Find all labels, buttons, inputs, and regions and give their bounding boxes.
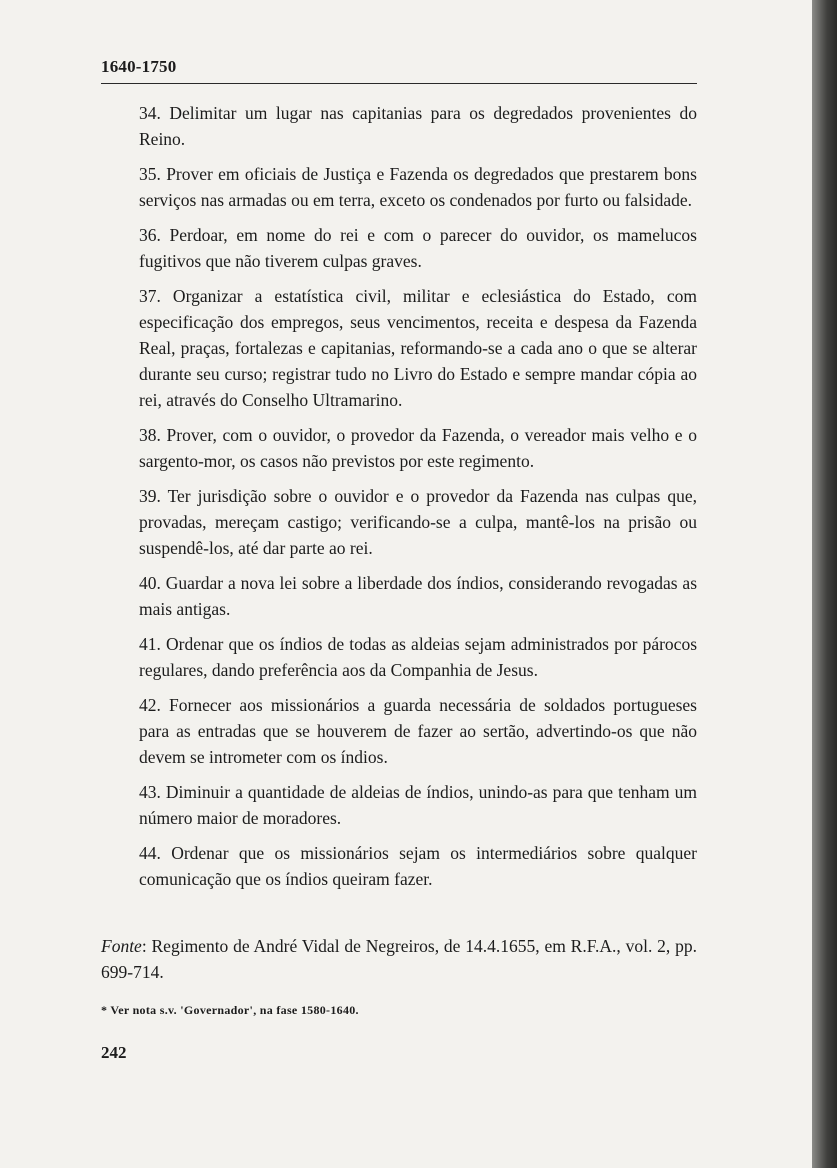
list-item: 37. Organizar a estatística civil, militar e eclesiástica do Estado, com especificação dos empregos, seus vencimentos, receita e despesa da Fazenda Real, praças, fortalezas e capitanias, reformando-se a cada ano o que se alterar durante seu curso; registrar tudo no Livro do Estado e sempre mandar cópia ao rei, através do Conselho Ultramarino.: [139, 286, 697, 410]
source-text: : Regimento de André Vidal de Negreiros, de 14.4.1655, em R.F.A., vol. 2, pp. 699-714.: [101, 936, 697, 982]
list-item: 38. Prover, com o ouvidor, o provedor da Fazenda, o vereador mais velho e o sargento-mor, os casos não previstos por este regimento.: [139, 425, 697, 471]
running-header: 1640-1750: [101, 57, 177, 76]
list-item: 34. Delimitar um lugar nas capitanias para os degredados provenientes do Reino.: [139, 103, 697, 149]
source-label: Fonte: [101, 936, 142, 956]
source-citation: [101, 933, 697, 985]
list-item: 35. Prover em oficiais de Justiça e Fazenda os degredados que prestarem bons serviços nas armadas ou em terra, exceto os condenados por furto ou falsidade.: [139, 164, 697, 210]
list-item: 44. Ordenar que os missionários sejam os intermediários sobre qualquer comunicação que os índios queiram fazer.: [139, 843, 697, 889]
footnote: * Ver nota s.v. 'Governador', na fase 1580-1640.: [101, 1003, 359, 1017]
list-item: 36. Perdoar, em nome do rei e com o parecer do ouvidor, os mamelucos fugitivos que não tiverem culpas graves.: [139, 225, 697, 271]
item-list: [139, 100, 697, 901]
list-item: 39. Ter jurisdição sobre o ouvidor e o provedor da Fazenda nas culpas que, provadas, mereçam castigo; verificando-se a culpa, mantê-los na prisão ou suspendê-los, até dar parte ao rei.: [139, 486, 697, 558]
list-item: 40. Guardar a nova lei sobre a liberdade dos índios, considerando revogadas as mais antigas.: [139, 573, 697, 619]
list-item: 41. Ordenar que os índios de todas as aldeias sejam administrados por párocos regulares, dando preferência aos da Companhia de Jesus.: [139, 634, 697, 680]
page-number: 242: [101, 1043, 127, 1062]
page-edge-shadow: [812, 0, 837, 1168]
header-rule: [101, 83, 697, 84]
list-item: 42. Fornecer aos missionários a guarda necessária de soldados portugueses para as entradas que se houverem de fazer ao sertão, advertindo-os que não devem se intrometer com os índios.: [139, 695, 697, 767]
list-item: 43. Diminuir a quantidade de aldeias de índios, unindo-as para que tenham um número maior de moradores.: [139, 782, 697, 828]
